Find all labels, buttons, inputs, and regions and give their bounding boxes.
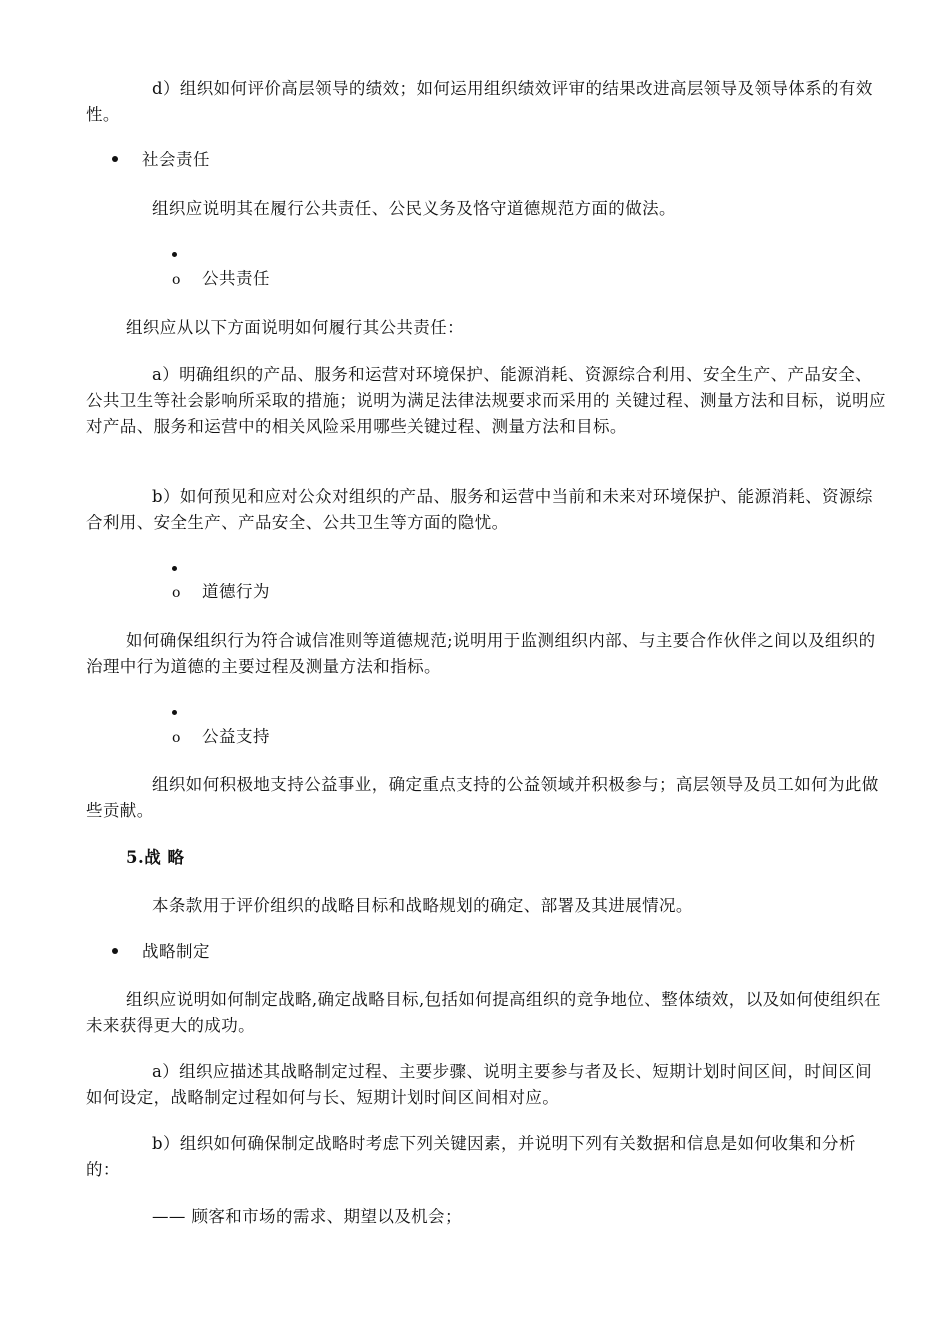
sub-bullet-public-responsibility	[172, 266, 270, 292]
sub-bullet-label: 公共责任	[202, 269, 270, 288]
sub-bullet-public-welfare	[172, 724, 270, 750]
bullet-social-responsibility	[112, 147, 210, 173]
empty-bullet-icon	[172, 566, 177, 571]
paragraph-strategy-intro: 本条款用于评价组织的战略目标和战略规划的确定、部署及其进展情况。	[152, 896, 693, 915]
sub-bullet-label: 公益支持	[202, 727, 270, 746]
paragraph-public-responsibility-intro: 组织应从以下方面说明如何履行其公共责任：	[126, 318, 464, 337]
paragraph-strategy-item-b: b）组织如何确保制定战略时考虑下列关键因素，并说明下列有关数据和信息是如何收集和分析的：	[86, 1134, 856, 1179]
sub-bullet-ethical-behavior	[172, 579, 270, 605]
paragraph-item-b-concerns: b）如何预见和应对公众对组织的产品、服务和运营中当前和未来对环境保护、能源消耗、资源综合利用、安全生产、产品安全、公共卫生等方面的隐忧。	[86, 487, 873, 532]
bullet-strategy-formulation	[112, 939, 210, 965]
bullet-dot-icon	[112, 156, 118, 162]
paragraph-strategy-item-a: a）组织应描述其战略制定过程、主要步骤、说明主要参与者及长、短期计划时间区间，时间区间如何设定，战略制定过程如何与长、短期计划时间区间相对应。	[86, 1062, 873, 1107]
circle-marker-icon: o	[172, 585, 181, 601]
paragraph-item-a-measures: a）明确组织的产品、服务和运营对环境保护、能源消耗、资源综合利用、安全生产、产品安全、公共卫生等社会影响所采取的措施；说明为满足法律法规要求而采用的 关键过程、测量方法和目标，说明应对产品、服务和运营中的相关风险采用哪些关键过程、测量方法和目标。	[86, 365, 886, 436]
circle-marker-icon: o	[172, 272, 181, 288]
empty-bullet-icon	[172, 252, 177, 257]
empty-bullet-icon	[172, 710, 177, 715]
paragraph-dash-item: —— 顾客和市场的需求、期望以及机会；	[152, 1207, 462, 1226]
sub-bullet-label: 道德行为	[202, 582, 270, 601]
bullet-label: 战略制定	[142, 942, 210, 961]
paragraph-social-intro: 组织应说明其在履行公共责任、公民义务及恪守道德规范方面的做法。	[152, 199, 676, 218]
bullet-dot-icon	[112, 948, 118, 954]
paragraph-leadership-evaluation: d）组织如何评价高层领导的绩效；如何运用组织绩效评审的结果改进高层领导及领导体系的有效性。	[86, 79, 873, 124]
paragraph-ethics: 如何确保组织行为符合诚信准则等道德规范;说明用于监测组织内部、与主要合作伙伴之间以及组织的治理中行为道德的主要过程及测量方法和指标。	[86, 631, 876, 676]
bullet-label: 社会责任	[142, 150, 210, 169]
section-heading-strategy: 5.战 略	[126, 848, 185, 867]
paragraph-public-welfare: 组织如何积极地支持公益事业，确定重点支持的公益领域并积极参与；高层领导及员工如何为此做些贡献。	[86, 775, 879, 820]
paragraph-strategy-formulation: 组织应说明如何制定战略,确定战略目标,包括如何提高组织的竞争地位、整体绩效，以及如何使组织在未来获得更大的成功。	[86, 990, 881, 1035]
circle-marker-icon: o	[172, 730, 181, 746]
